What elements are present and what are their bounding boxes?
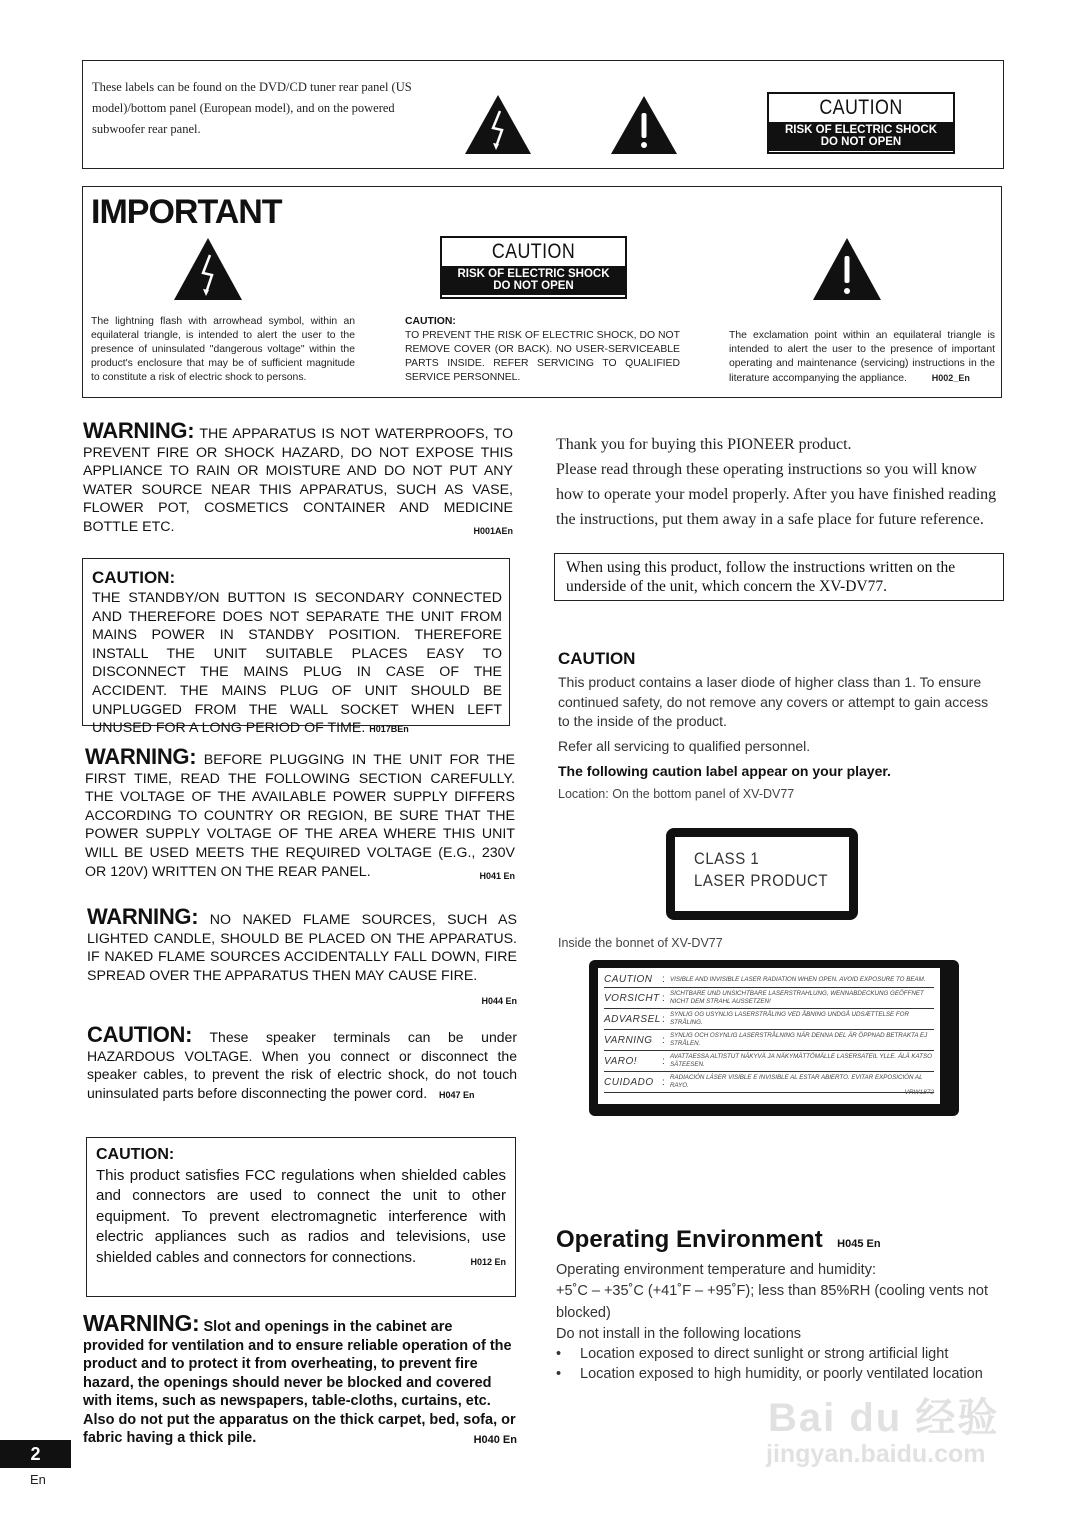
- intro-text: Please read through these operating instructions so you will know how to operate your model properly. After you have finished reading the instructions, put them away in a safe place for future reference.: [556, 461, 997, 528]
- lightning-triangle-icon: [173, 237, 243, 301]
- section-code: H017BEn: [369, 724, 409, 735]
- caution-label-line1: RISK OF ELECTRIC SHOCK: [457, 268, 610, 280]
- page-number-tab: [0, 1440, 71, 1468]
- caution-heading: CAUTION:: [405, 316, 456, 327]
- exclamation-triangle-icon: [610, 95, 678, 155]
- caution-text: THE STANDBY/ON BUTTON IS SECONDARY CONNECTED AND THEREFORE DOES NOT SEPARATE THE UNIT FROM MAINS POWER IN STANDBY POSITION. THEREFORE INSTALL THE UNIT SUITABLE PLACES EASY TO DISCONNECT THE MAINS PLUG IN CASE OF THE ACCIDENT. THE MAINS PLUG OF UNIT SHOULD BE UNPLUGGED FROM THE WALL SOCKET WHEN LEFT UNUSED FOR A LONG PERIOD OF TIME.: [92, 590, 502, 737]
- laser-row: VORSICHT : SICHTBARE UND UNSICHTBARE LASERSTRAHLUNG, WENNABDECKUNG GEÖFFNET NICHT DEM STRAHL AUSSETZEN!: [604, 988, 934, 1009]
- thanks-line: Thank you for buying this PIONEER product.: [556, 436, 852, 453]
- section-code: H045 En: [837, 1238, 881, 1250]
- warning-waterproof: [83, 418, 513, 541]
- laser-row-text: AVATTAESSA ALTISTUT NÄKYVÄ JA NÄKYMÄTTÖMÄLLE LASERSATEIL YLLE. ÄLÄ KATSO SÄTEESEN.: [670, 1053, 932, 1068]
- label-location: Location: On the bottom panel of XV-DV77: [558, 786, 795, 801]
- location-bullet-text: Location exposed to direct sunlight or strong artificial light: [580, 1346, 949, 1362]
- caution-shock-label: [767, 92, 955, 154]
- laser-row-lang: VARO!: [604, 1055, 638, 1067]
- location-bullet: • Location exposed to direct sunlight or strong artificial light: [556, 1344, 1006, 1364]
- caution-label: CAUTION:: [87, 1022, 193, 1047]
- caution-label-line1: RISK OF ELECTRIC SHOCK: [784, 124, 938, 136]
- labels-info-text: These labels can be found on the DVD/CD tuner rear panel (US model)/bottom panel (European model), and on the powered subwoofer rear panel.: [92, 80, 412, 136]
- lightning-triangle-icon: [464, 93, 532, 155]
- exclamation-triangle-icon: [812, 237, 882, 301]
- section-code: H041 En: [479, 870, 515, 881]
- section-code: H044 En: [481, 996, 517, 1007]
- section-code: H012 En: [470, 1256, 506, 1267]
- laser-row: CUIDADO : RADIACIÓN LÁSER VISIBLE E INVISIBLE AL ESTAR ABIERTO. EVITAR EXPOSICIÓN AL RAYO.: [604, 1072, 934, 1093]
- warning-text: THE APPARATUS IS NOT WATERPROOFS, TO PREVENT FIRE OR SHOCK HAZARD, DO NOT EXPOSE THIS APPLIANCE TO RAIN OR MOISTURE AND DO NOT PUT ANY WATER SOURCE NEAR THIS APPARATUS, SUCH AS VASE, FLOWER POT, COSMETICS CONTAINER AND MEDICINE BOTTLE ETC.: [83, 426, 513, 535]
- caution-label-title: CAUTION: [819, 96, 903, 119]
- laser-label-code: VRW1872: [904, 1089, 934, 1096]
- xv-dv77-note: When using this product, follow the instructions written on the underside of the unit, which concern the XV-DV77.: [566, 559, 956, 595]
- warning-power-supply: [85, 744, 515, 885]
- caution-label: CAUTION:: [92, 568, 176, 587]
- laser-row-lang: VORSICHT: [604, 992, 660, 1004]
- class-label-line1: CLASS 1: [694, 849, 760, 868]
- warning-text: Slot and openings in the cabinet are provided for ventilation and to ensure reliable operation of the product and to protect it from overheating, to prevent fire hazard, the openings should never be blocked and covered with items, such as newspapers, table-cloths, curtains, etc. Also do not put the apparatus on the thick carpet, bed, sofa, or fabric having a thick pile.: [83, 1319, 516, 1446]
- lightning-explanation: The lightning flash with arrowhead symbol, within an equilateral triangle, is intended to alert the user to the presence of uninsulated "dangerous voltage" within the product's enclosure that may be of sufficient magnitude to constitute a risk of electric shock to persons.: [91, 316, 355, 383]
- laser-row: ADVARSEL : SYNLIG OG USYNLIG LASERSTRÅLING VED ÅBNING UNDGÅ UDSÆTTELSE FOR STRÅLING.: [604, 1009, 934, 1030]
- watermark-url: jingyan.baidu.com: [766, 1440, 986, 1468]
- laser-row-lang: CUIDADO: [604, 1076, 654, 1088]
- xv-dv77-note-box: [554, 553, 1004, 601]
- operating-env-line2: +5˚C – +35˚C (+41˚F – +95˚F); less than 85%RH (cooling vents not blocked): [556, 1283, 988, 1321]
- laser-caution-heading: CAUTION: [558, 649, 636, 668]
- exclamation-explanation: The exclamation point within an equilateral triangle is intended to alert the user to the presence of important operating and maintenance (servicing) instructions in the literature accompanying the appliance.: [729, 330, 995, 384]
- laser-row-text: SYNLIG OG USYNLIG LASERSTRÅLING VED ÅBNING UNDGÅ UDSÆTTELSE FOR STRÅLING.: [670, 1011, 909, 1026]
- baidu-watermark: [768, 1386, 999, 1443]
- multilingual-laser-label: [589, 960, 959, 1116]
- watermark-brand: Bai du 经验: [768, 1396, 1000, 1440]
- location-bullet-text: Location exposed to high humidity, or poorly ventilated location: [580, 1366, 983, 1382]
- caution-label: CAUTION:: [96, 1146, 175, 1163]
- caution-label-line2: DO NOT OPEN: [493, 280, 574, 293]
- important-title: IMPORTANT: [91, 193, 282, 231]
- laser-row-text: SYNLIG OCH OSYNLIG LASERSTRÅLNING NÄR DENNA DEL ÄR ÖPPNAD BETRAKTA EJ STRÅLEN.: [670, 1032, 928, 1047]
- caution-shock-label: [440, 236, 627, 299]
- section-code: H001AEn: [473, 525, 513, 536]
- laser-row-lang: VARNING: [604, 1034, 653, 1046]
- important-box: [82, 186, 1002, 398]
- operating-env-title: Operating Environment: [556, 1226, 823, 1253]
- class-label-line2: LASER PRODUCT: [694, 871, 829, 890]
- warning-text: BEFORE PLUGGING IN THE UNIT FOR THE FIRST TIME, READ THE FOLLOWING SECTION CAREFULLY. THE VOLTAGE OF THE AVAILABLE POWER SUPPLY DIFFERS ACCORDING TO COUNTRY OR REGION, BE SURE THAT THE POWER SUPPLY VOLTAGE OF THE AREA WHERE THIS UNIT WILL BE USED MEETS THE REQUIRED VOLTAGE (E.G., 230V OR 120V) WRITTEN ON THE REAR PANEL.: [85, 752, 515, 880]
- caution-text: This product satisfies FCC regulations when shielded cables and connectors are used to connect the unit to other equipment. To prevent electromagnetic interference with electric appliances such as radios and televisions, use shielded cables and connectors for connections.: [96, 1166, 506, 1266]
- operating-env-line1: Operating environment temperature and humidity:: [556, 1262, 876, 1278]
- location-bullet: • Location exposed to high humidity, or poorly ventilated location: [556, 1364, 1006, 1384]
- laser-row-text: VISIBLE AND INVISIBLE LASER RADIATION WHEN OPEN. AVOID EXPOSURE TO BEAM.: [670, 975, 926, 983]
- section-code: H047 En: [439, 1089, 475, 1100]
- operating-env-line3: Do not install in the following locations: [556, 1326, 802, 1342]
- caution-label-title: CAUTION: [491, 240, 576, 263]
- caution-speaker-terminals: [87, 1022, 517, 1104]
- class1-laser-label: [666, 828, 858, 920]
- warning-naked-flame: [87, 904, 517, 1011]
- caution-fcc-box: [86, 1137, 516, 1297]
- laser-caution-section: [558, 648, 998, 803]
- caution-text: These speaker terminals can be under HAZARDOUS VOLTAGE. When you connect or disconnect the speaker cables, to prevent the risk of electric shock, do not touch uninsulated parts before disconnecting the power cord.: [87, 1029, 517, 1101]
- warning-label: WARNING:: [83, 1310, 200, 1336]
- labels-info-box: [82, 60, 1004, 169]
- laser-row: VARO! : AVATTAESSA ALTISTUT NÄKYVÄ JA NÄKYMÄTTÖMÄLLE LASERSATEIL YLLE. ÄLÄ KATSO SÄTEESEN.: [604, 1051, 934, 1072]
- laser-row: CAUTION : VISIBLE AND INVISIBLE LASER RADIATION WHEN OPEN. AVOID EXPOSURE TO BEAM.: [604, 972, 934, 988]
- label-note: The following caution label appear on your player.: [558, 763, 891, 779]
- laser-caution-text: This product contains a laser diode of higher class than 1. To ensure continued safety, do not remove any covers or attempt to gain access to the inside of the product.: [558, 674, 989, 729]
- warning-label: WARNING:: [85, 744, 197, 769]
- warning-text: NO NAKED FLAME SOURCES, SUCH AS LIGHTED CANDLE, SHOULD BE PLACED ON THE APPARATUS. IF NAKED FLAME SOURCES ACCIDENTALLY FALL DOWN, FIRE SPREAD OVER THE APPARATUS THEN MAY CAUSE FIRE.: [87, 912, 517, 984]
- page-number: 2: [30, 1444, 41, 1464]
- laser-refer-text: Refer all servicing to qualified personnel.: [558, 737, 811, 754]
- bonnet-note: Inside the bonnet of XV-DV77: [558, 936, 723, 950]
- laser-row: VARNING : SYNLIG OCH OSYNLIG LASERSTRÅLNING NÄR DENNA DEL ÄR ÖPPNAD BETRAKTA EJ STRÅLEN.: [604, 1030, 934, 1051]
- intro-block: [556, 432, 1008, 532]
- section-code: H002_En: [931, 373, 970, 383]
- page-language: En: [30, 1472, 46, 1487]
- section-code: H040 En: [473, 1434, 517, 1446]
- caution-label-line2: DO NOT OPEN: [820, 136, 902, 149]
- laser-row-text: RADIACIÓN LÁSER VISIBLE E INVISIBLE AL ESTAR ABIERTO. EVITAR EXPOSICIÓN AL RAYO.: [670, 1074, 923, 1089]
- caution-standby-box: [82, 558, 510, 737]
- warning-label: WARNING:: [83, 418, 195, 443]
- operating-environment-section: [556, 1224, 1006, 1384]
- caution-text: TO PREVENT THE RISK OF ELECTRIC SHOCK, DO NOT REMOVE COVER (OR BACK). NO USER-SERVICEABLE PARTS INSIDE. REFER SERVICING TO QUALIFIED SERVICE PERSONNEL.: [405, 330, 680, 383]
- warning-ventilation: [83, 1310, 517, 1450]
- laser-row-lang: CAUTION: [604, 974, 653, 985]
- warning-label: WARNING:: [87, 904, 199, 929]
- laser-row-text: SICHTBARE UND UNSICHTBARE LASERSTRAHLUNG, WENNABDECKUNG GEÖFFNET NICHT DEM STRAHL AUSSETZEN!: [670, 990, 924, 1005]
- laser-row-lang: ADVARSEL: [604, 1013, 661, 1025]
